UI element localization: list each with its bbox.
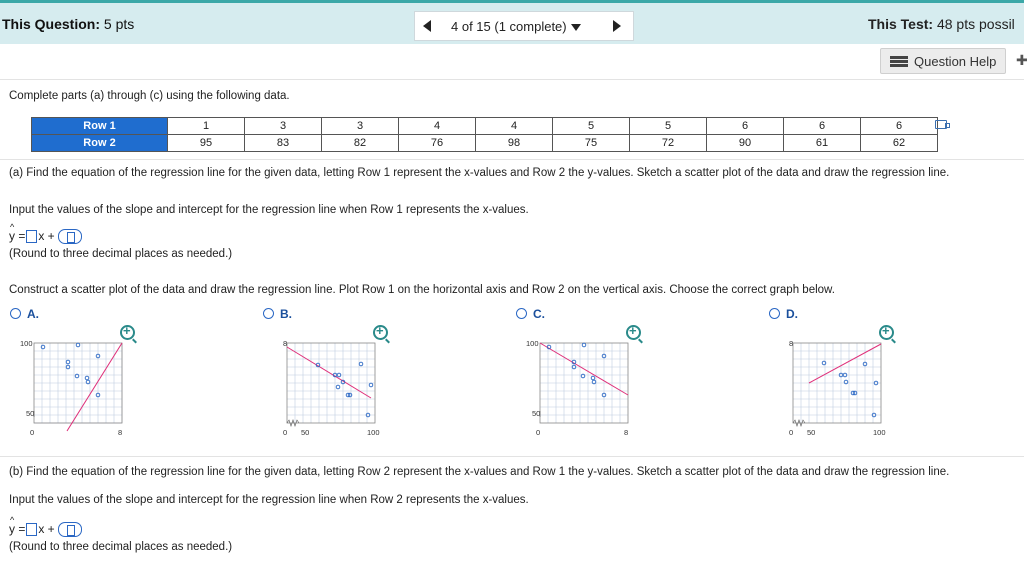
question-points-value: 5 pts [103, 16, 135, 32]
table-cell: 5 [630, 118, 707, 135]
question-selector[interactable] [451, 19, 581, 34]
table-cell: 3 [322, 118, 399, 135]
option-d-radio[interactable] [769, 308, 780, 319]
question-help-label: Question Help [914, 54, 997, 69]
option-a-radio[interactable] [10, 308, 21, 319]
part-a-equation [9, 229, 82, 244]
table-cell: 61 [784, 135, 861, 152]
option-b-label: B. [280, 307, 292, 321]
option-d[interactable] [769, 307, 798, 321]
x-axis-mid-label: 50 [301, 428, 310, 437]
next-question-icon[interactable] [613, 20, 621, 32]
y-hat-label: ^ y = [9, 229, 25, 243]
x-axis-max-label: 100 [873, 428, 886, 437]
question-points-label: This Question: [2, 16, 100, 32]
part-b-slope-input[interactable] [26, 523, 37, 536]
y-hat-label: ^ y = [9, 522, 25, 536]
table-cell: 98 [476, 135, 553, 152]
part-a-prompt: (a) Find the equation of the regression line for the given data, letting Row 1 represent the x-values and Row 2 the y-values. Sketch a scatter plot of the data and draw the regression line. [9, 167, 950, 179]
table-cell: 5 [553, 118, 630, 135]
option-d-label: D. [786, 307, 798, 321]
test-points-label: This Test: [868, 16, 934, 32]
part-b-round-note: (Round to three decimal places as needed.) [9, 541, 233, 553]
x-axis-mid-label: 50 [807, 428, 816, 437]
x-plus-label: x + [38, 229, 55, 243]
option-a[interactable] [10, 307, 39, 321]
table-cell: 1 [168, 118, 245, 135]
table-cell: 72 [630, 135, 707, 152]
option-c-radio[interactable] [516, 308, 527, 319]
part-b-equation [9, 522, 82, 537]
y-axis-max-label: 100 [20, 339, 33, 348]
intro-text: Complete parts (a) through (c) using the following data. [9, 90, 290, 102]
divider [0, 159, 1024, 160]
data-point [591, 376, 595, 380]
table-cell: 6 [707, 118, 784, 135]
table-cell: 3 [245, 118, 322, 135]
question-selector-label: 4 of 15 (1 complete) [451, 19, 567, 34]
data-table [31, 117, 938, 152]
x-axis-max-label: 100 [367, 428, 380, 437]
y-axis-max-label: 8 [789, 339, 794, 348]
grid [34, 343, 122, 423]
part-a-intercept-input[interactable] [58, 229, 82, 244]
divider [0, 79, 1024, 80]
graph-c [524, 338, 634, 438]
table-cell: 4 [476, 118, 553, 135]
list-icon [890, 56, 908, 68]
part-a-input-prompt: Input the values of the slope and intercept for the regression line when Row 1 represents the x-values. [9, 204, 529, 216]
data-point [336, 385, 340, 389]
x-axis-max-label: 8 [624, 428, 629, 437]
table-cell: 62 [861, 135, 938, 152]
question-points [2, 16, 134, 32]
copy-data-icon[interactable] [935, 120, 947, 129]
x-axis-min-label: 0 [536, 428, 541, 437]
table-cell: 4 [399, 118, 476, 135]
table-cell: 82 [322, 135, 399, 152]
option-c[interactable] [516, 307, 545, 321]
gear-icon[interactable]: ✚ [1016, 52, 1028, 68]
table-cell: 95 [168, 135, 245, 152]
graph-d [777, 338, 887, 438]
part-a-slope-input[interactable] [26, 230, 37, 243]
data-point [582, 343, 586, 347]
option-b[interactable] [263, 307, 292, 321]
graph-b [271, 338, 381, 438]
part-b-intercept-input[interactable] [58, 522, 82, 537]
x-axis-min-label: 0 [30, 428, 35, 437]
scatter-prompt: Construct a scatter plot of the data and draw the regression line. Plot Row 1 on the horizontal axis and Row 2 on the vertical axis. Choose the correct graph below. [9, 284, 835, 296]
table-cell: 83 [245, 135, 322, 152]
table-cell: 6 [861, 118, 938, 135]
table-cell: 75 [553, 135, 630, 152]
y-axis-max-label: 8 [283, 339, 288, 348]
test-points-value: 48 pts possil [936, 16, 1015, 32]
y-axis-max-label: 100 [526, 339, 539, 348]
y-axis-min-label: 50 [26, 409, 35, 418]
x-axis-min-label: 0 [283, 428, 288, 437]
table-cell: 6 [784, 118, 861, 135]
table-row [32, 135, 938, 152]
x-plus-label: x + [38, 522, 55, 536]
regression-line [287, 347, 371, 398]
option-a-label: A. [27, 307, 39, 321]
grid [793, 343, 881, 423]
question-navigator [414, 11, 634, 41]
question-help-button[interactable] [880, 48, 1006, 74]
chevron-down-icon [571, 24, 581, 31]
table-cell: 76 [399, 135, 476, 152]
x-axis-min-label: 0 [789, 428, 794, 437]
grid [540, 343, 628, 423]
part-b-input-prompt: Input the values of the slope and intercept for the regression line when Row 2 represents the x-values. [9, 494, 529, 506]
x-axis-max-label: 8 [118, 428, 123, 437]
data-point [76, 343, 80, 347]
divider [0, 456, 1024, 457]
top-bar [0, 0, 1024, 44]
data-point [359, 362, 363, 366]
row2-header: Row 2 [32, 135, 168, 152]
data-point [369, 383, 373, 387]
table-row [32, 118, 938, 135]
part-a-round-note: (Round to three decimal places as needed.) [9, 248, 233, 260]
data-point [66, 360, 70, 364]
graph-a [18, 338, 128, 438]
row1-header: Row 1 [32, 118, 168, 135]
data-point [85, 376, 89, 380]
table-cell: 90 [707, 135, 784, 152]
y-axis-min-label: 50 [532, 409, 541, 418]
option-c-label: C. [533, 307, 545, 321]
option-b-radio[interactable] [263, 308, 274, 319]
part-b-prompt: (b) Find the equation of the regression line for the given data, letting Row 2 represent the x-values and Row 1 the y-values. Sketch a scatter plot of the data and draw the regression line. [9, 466, 950, 478]
previous-question-icon[interactable] [423, 20, 431, 32]
test-points [868, 16, 1015, 32]
